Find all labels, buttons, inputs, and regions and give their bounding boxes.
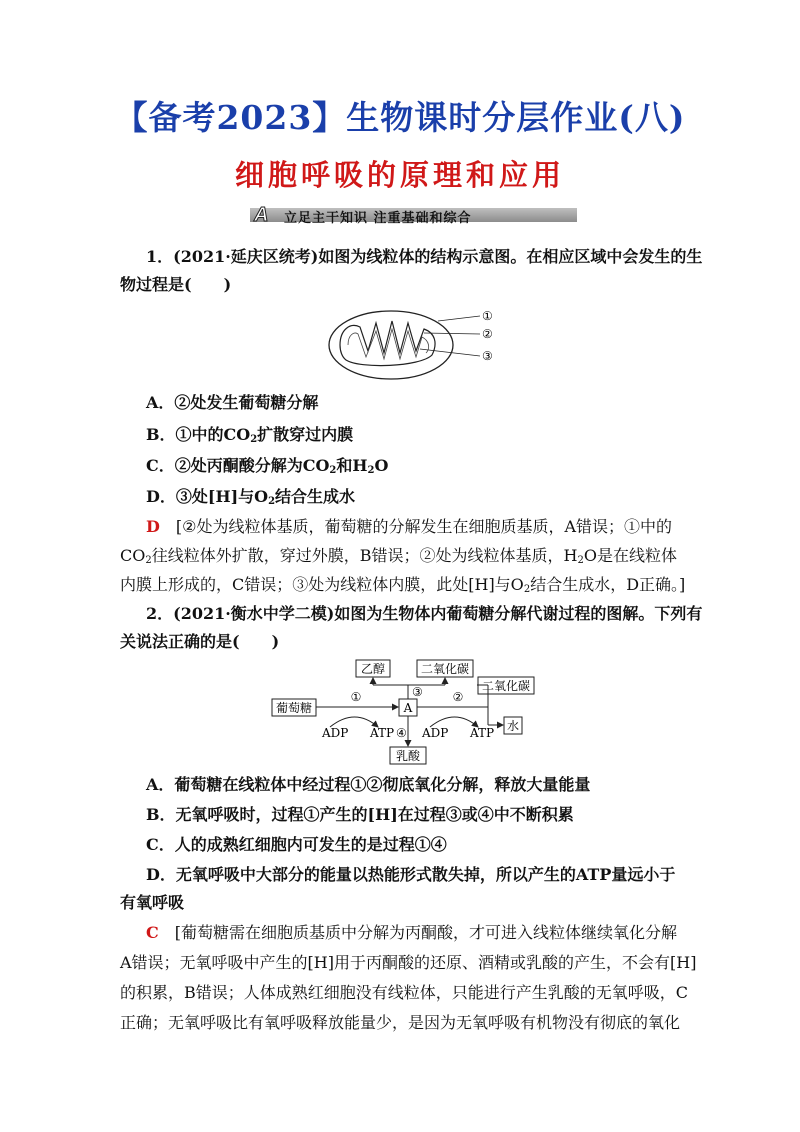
q2-option-b: B．无氧呼吸时，过程①产生的[H]在过程③或④中不断积累 — [146, 805, 574, 824]
atp-1-label: ATP — [370, 726, 395, 740]
co2-right-label: 二氧化碳 — [481, 679, 531, 693]
process-2-label: ② — [452, 690, 464, 704]
q2-option-c: C．人的成熟红细胞内可发生的是过程①④ — [146, 835, 447, 854]
adp-2-label: ADP — [422, 726, 449, 740]
ethanol-label: 乙醇 — [360, 662, 386, 676]
page-subtitle: 细胞呼吸的原理和应用 — [234, 158, 565, 192]
q1-stem-line1: 1．(2021·延庆区统考)如图为线粒体的结构示意图。在相应区域中会发生的生 — [146, 247, 703, 266]
q2-explanation-line3: 的积累，B错误；人体成熟红细胞没有线粒体，只能进行产生乳酸的无氧呼吸，C — [120, 983, 689, 1002]
q1-answer: D — [146, 517, 160, 536]
adp-1-label: ADP — [322, 726, 349, 740]
pointer-line-1 — [438, 316, 480, 321]
glucose-metabolism-diagram — [270, 655, 540, 767]
q2-stem-line2: 关说法正确的是( ) — [120, 632, 280, 651]
q1-explanation-line1: D [②处为线粒体基质，葡萄糖的分解发生在细胞质基质，A错误；①中的 — [146, 517, 673, 536]
q1-option-c: C．②处丙酮酸分解为$CO_2$和$H_2O$ — [146, 456, 389, 476]
section-a-icon: A — [254, 204, 269, 226]
q2-option-d-line2: 有氧呼吸 — [120, 893, 185, 912]
inner-membrane-cristae — [340, 321, 435, 366]
mitochondrion-diagram — [320, 305, 510, 385]
q2-explanation-line2: A错误；无氧呼吸中产生的[H]用于丙酮酸的还原、酒精或乳酸的产生，不会有[H] — [120, 953, 697, 972]
q1-option-b: B．①中的$CO_2$扩散穿过内膜 — [146, 425, 354, 445]
co2-top-label: 二氧化碳 — [420, 662, 470, 676]
atp-2-label: ATP — [470, 726, 495, 740]
label-1: ① — [482, 309, 493, 323]
glucose-label: 葡萄糖 — [275, 701, 313, 715]
process-1-label: ① — [350, 690, 362, 704]
a-label: A — [403, 701, 413, 715]
section-banner — [232, 206, 577, 224]
q1-option-a: A．②处发生葡萄糖分解 — [146, 393, 319, 412]
q1-explanation-line3: 内膜上形成的，C错误；③处为线粒体内膜，此处[H]与$O_2$结合生成水，D正确。] — [120, 575, 686, 595]
process-4-label: ④ — [396, 726, 407, 740]
q2-option-a: A．葡萄糖在线粒体中经过程①②彻底氧化分解，释放大量能量 — [146, 775, 591, 794]
q1-stem-line2: 物过程是( ) — [120, 275, 232, 294]
process-3-label: ③ — [412, 685, 423, 699]
q1-option-d: D．③处[H]与$O_2$结合生成水 — [146, 487, 356, 507]
q2-explanation-line4: 正确；无氧呼吸比有氧呼吸释放能量少，是因为无氧呼吸有机物没有彻底的氧化 — [120, 1013, 681, 1032]
q2-answer: C — [146, 923, 159, 942]
banner-text: 立足主干知识 注重基础和综合 — [284, 211, 472, 226]
page-title: 【备考2023】生物课时分层作业(八) — [114, 98, 686, 137]
q2-stem-line1: 2．(2021·衡水中学二模)如图为生物体内葡萄糖分解代谢过程的图解。下列有 — [146, 604, 703, 623]
q2-explanation-line1: C [葡萄糖需在细胞质基质中分解为丙酮酸，才可进入线粒体继续氧化分解 — [146, 923, 677, 942]
q2-option-d-line1: D．无氧呼吸中大部分的能量以热能形式散失掉，所以产生的ATP量远小于 — [146, 865, 676, 884]
pointer-line-2 — [424, 333, 480, 334]
label-2: ② — [482, 327, 493, 341]
water-label: 水 — [506, 719, 520, 733]
label-3: ③ — [482, 349, 493, 363]
lactic-label: 乳酸 — [395, 749, 421, 763]
q1-explanation-line2: $CO_2$往线粒体外扩散，穿过外膜，B错误；②处为线粒体基质，$H_2O$是在线粒体 — [120, 546, 677, 566]
